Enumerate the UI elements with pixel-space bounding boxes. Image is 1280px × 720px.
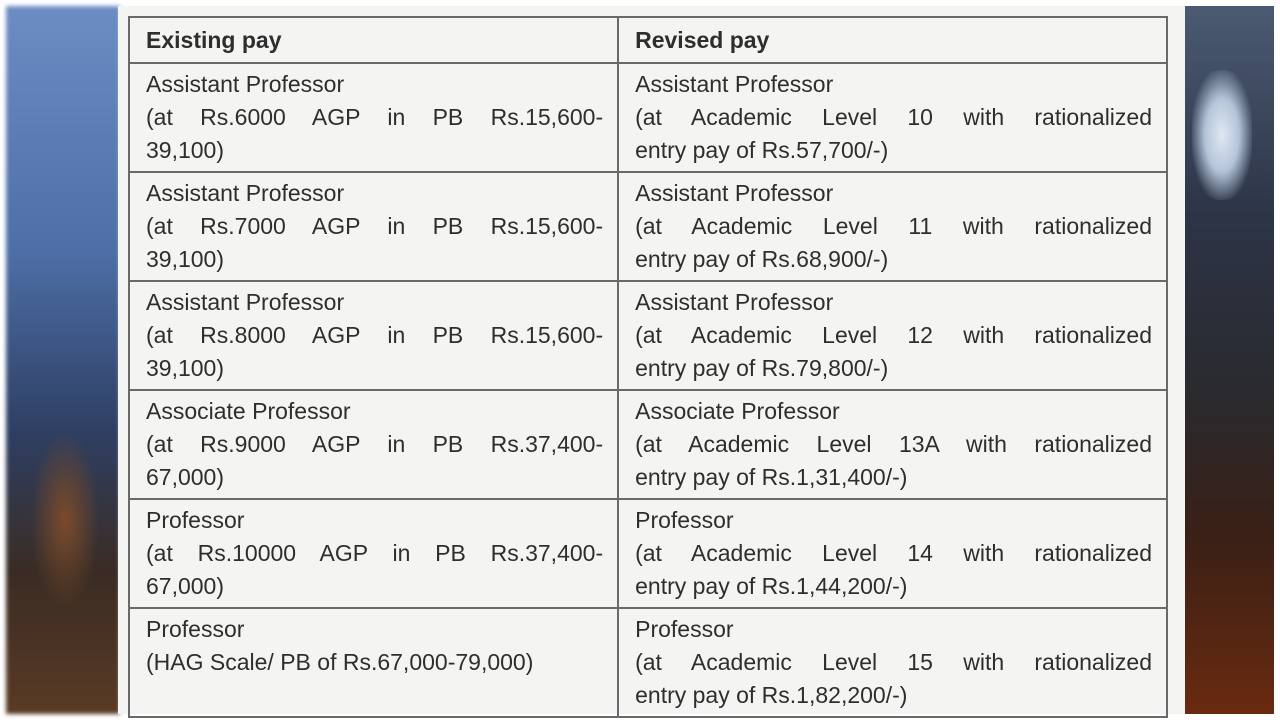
revised-pay-entry: entry pay of Rs.57,700/-) — [635, 137, 889, 163]
revised-pay-title: Professor — [635, 616, 734, 642]
revised-pay-title: Assistant Professor — [635, 180, 834, 206]
revised-pay-detail: (at Academic Level 15 with rationalized — [635, 649, 1152, 675]
table-row — [129, 608, 1167, 717]
table-row — [129, 499, 1167, 608]
existing-pay-detail: (HAG Scale/ PB of Rs.67,000-79,000) — [146, 649, 534, 675]
revised-pay-title: Assistant Professor — [635, 289, 834, 315]
existing-pay-header: Existing pay — [129, 17, 618, 63]
revised-pay-detail: (at Academic Level 10 with rationalized — [635, 104, 1152, 130]
revised-pay-entry: entry pay of Rs.1,31,400/-) — [635, 464, 908, 490]
revised-pay-cell — [618, 390, 1167, 499]
existing-pay-title: Associate Professor — [146, 398, 351, 424]
existing-pay-title: Professor — [146, 507, 245, 533]
existing-pay-detail-cont: 39,100) — [146, 355, 225, 381]
table-row — [129, 281, 1167, 390]
revised-pay-detail: (at Academic Level 12 with rationalized — [635, 322, 1152, 348]
background-left-blob — [30, 430, 100, 610]
revised-pay-title: Professor — [635, 507, 734, 533]
revised-pay-entry: entry pay of Rs.1,44,200/-) — [635, 573, 908, 599]
revised-pay-cell — [618, 172, 1167, 281]
revised-pay-detail: (at Academic Level 11 with rationalized — [635, 213, 1152, 239]
existing-pay-detail-cont: 67,000) — [146, 464, 225, 490]
table-row — [129, 390, 1167, 499]
existing-pay-cell — [129, 172, 618, 281]
existing-pay-detail: (at Rs.7000 AGP in PB Rs.15,600- — [146, 213, 604, 239]
existing-pay-detail-cont: 67,000) — [146, 573, 225, 599]
table-row — [129, 63, 1167, 172]
revised-pay-header: Revised pay — [618, 17, 1167, 63]
existing-pay-cell — [129, 63, 618, 172]
revised-pay-entry: entry pay of Rs.1,82,200/-) — [635, 682, 908, 708]
existing-pay-title: Assistant Professor — [146, 180, 345, 206]
revised-pay-cell — [618, 281, 1167, 390]
revised-pay-detail: (at Academic Level 14 with rationalized — [635, 540, 1152, 566]
revised-pay-cell — [618, 499, 1167, 608]
existing-pay-title: Assistant Professor — [146, 71, 345, 97]
revised-pay-detail: (at Academic Level 13A with rationalized — [635, 431, 1152, 457]
existing-pay-detail: (at Rs.9000 AGP in PB Rs.37,400- — [146, 431, 604, 457]
existing-pay-cell — [129, 499, 618, 608]
existing-pay-detail-cont: 39,100) — [146, 246, 225, 272]
existing-pay-title: Professor — [146, 616, 245, 642]
existing-pay-cell — [129, 281, 618, 390]
revised-pay-title: Associate Professor — [635, 398, 840, 424]
revised-pay-cell — [618, 608, 1167, 717]
pay-comparison-table — [128, 16, 1168, 718]
revised-pay-title: Assistant Professor — [635, 71, 834, 97]
existing-pay-title: Assistant Professor — [146, 289, 345, 315]
existing-pay-detail-cont: 39,100) — [146, 137, 225, 163]
revised-pay-cell — [618, 63, 1167, 172]
table-row — [129, 172, 1167, 281]
background-right-light — [1192, 70, 1252, 200]
existing-pay-cell — [129, 390, 618, 499]
existing-pay-cell — [129, 608, 618, 717]
existing-pay-detail: (at Rs.6000 AGP in PB Rs.15,600- — [146, 104, 604, 130]
existing-pay-detail: (at Rs.8000 AGP in PB Rs.15,600- — [146, 322, 604, 348]
table-header-row — [129, 17, 1167, 63]
existing-pay-detail: (at Rs.10000 AGP in PB Rs.37,400- — [146, 540, 604, 566]
revised-pay-entry: entry pay of Rs.68,900/-) — [635, 246, 889, 272]
revised-pay-entry: entry pay of Rs.79,800/-) — [635, 355, 889, 381]
